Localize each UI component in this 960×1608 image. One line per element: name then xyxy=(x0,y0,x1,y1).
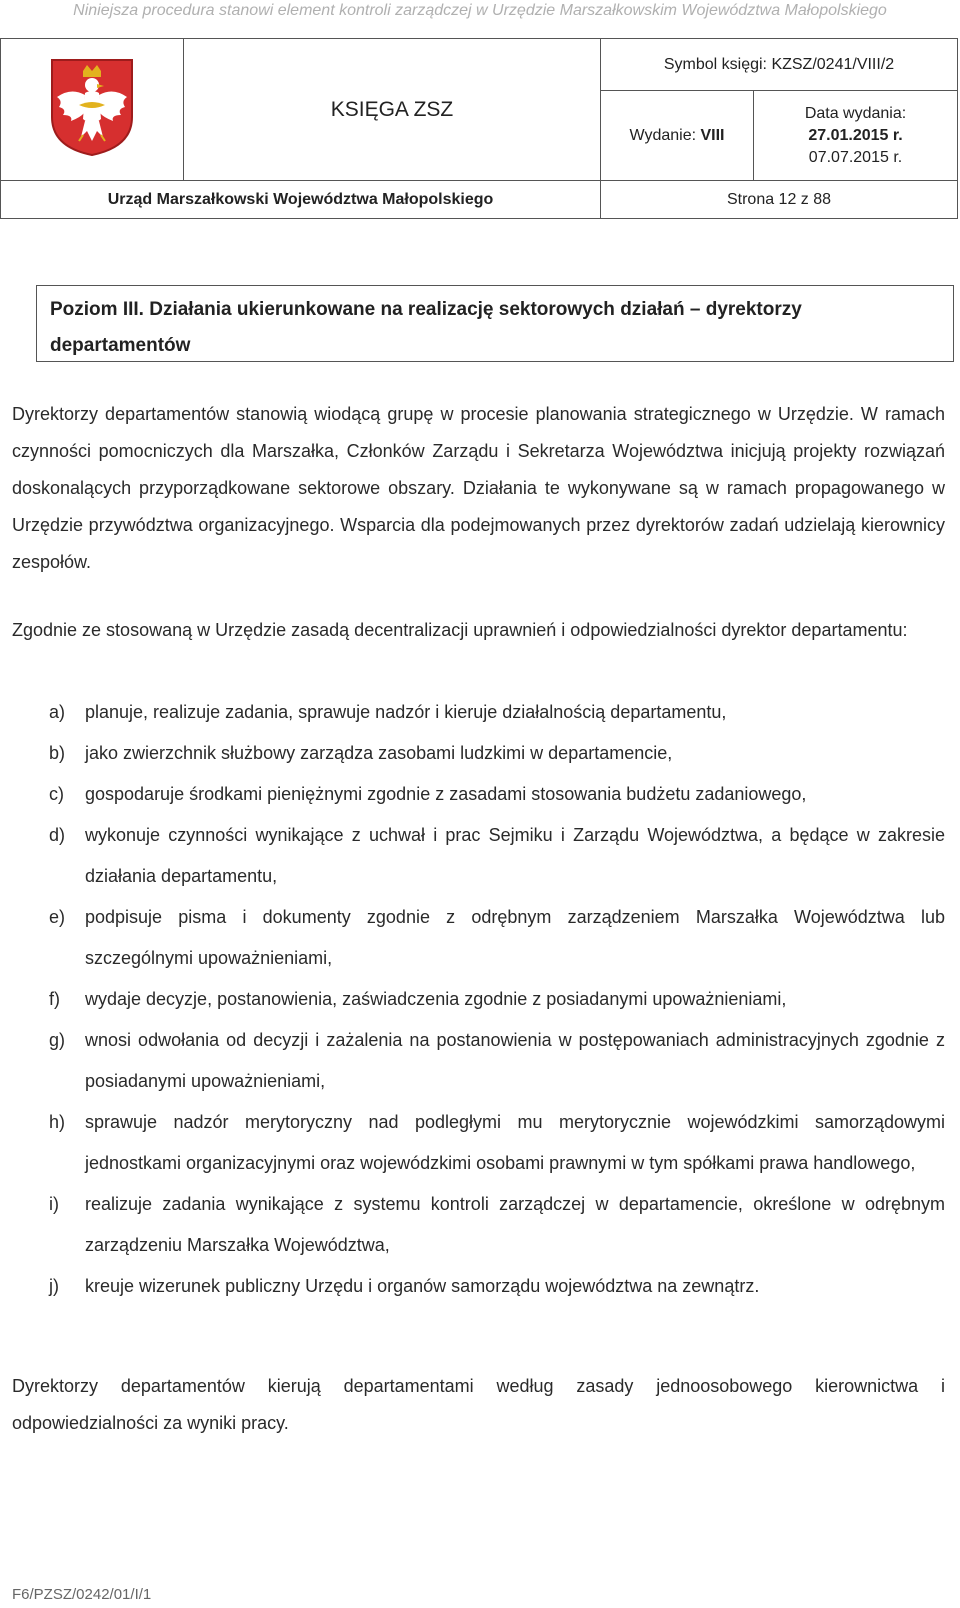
list-item xyxy=(12,692,945,733)
form-code: F6/PZSZ/0242/01/I/1 xyxy=(12,1586,152,1603)
issue-date-label: Data wydania: xyxy=(804,104,907,122)
list-marker: c) xyxy=(49,784,64,804)
list-item-text: wnosi odwołania od decyzji i zażalenia na postanowienia w postępowaniach administracyjnych zgodnie z posiadanymi upoważnieniami, xyxy=(85,1030,945,1091)
list-marker: j) xyxy=(49,1276,59,1296)
edition-label: Wydanie: xyxy=(629,126,701,144)
list-marker: b) xyxy=(49,743,66,763)
list-item-text: sprawuje nadzór merytoryczny nad podległymi mu merytorycznie wojewódzkimi samorządowymi jednostkami organizacyjnymi oraz wojewódzkimi osobami prawnymi w tym spółkami prawa handlowego, xyxy=(85,1112,945,1173)
list-item xyxy=(12,815,945,897)
list-item-text: gospodaruje środkami pieniężnymi zgodnie z zasadami stosowania budżetu zadaniowego, xyxy=(85,784,807,804)
edition-cell xyxy=(601,91,754,181)
section-heading: Poziom III. Działania ukierunkowane na realizację sektorowych działań – dyrektorzy departamentów xyxy=(36,285,954,362)
book-symbol: Symbol księgi: KZSZ/0241/VIII/2 xyxy=(601,39,958,91)
list-marker: i) xyxy=(49,1194,59,1214)
list-marker: e) xyxy=(49,907,66,927)
list-marker: h) xyxy=(49,1112,66,1132)
list-item xyxy=(12,979,945,1020)
list-item xyxy=(12,733,945,774)
duties-list xyxy=(12,692,945,1307)
list-marker: a) xyxy=(49,702,66,722)
list-item xyxy=(12,774,945,815)
office-name: Urząd Marszałkowski Województwa Małopolskiego xyxy=(1,181,601,219)
list-item xyxy=(12,1102,945,1184)
document-header xyxy=(0,38,958,219)
coat-of-arms-icon xyxy=(49,57,135,157)
list-item xyxy=(12,1184,945,1266)
coat-of-arms-cell xyxy=(1,39,184,181)
list-item-text: realizuje zadania wynikające z systemu kontroli zarządczej w departamencie, określone w odrębnym zarządzeniu Marszałka Województwa, xyxy=(85,1194,945,1255)
list-item-text: jako zwierzchnik służbowy zarządza zasobami ludzkimi w departamencie, xyxy=(85,743,673,763)
list-item-text: wykonuje czynności wynikające z uchwał i prac Sejmiku i Zarządu Województwa, a będące w zakresie działania departamentu, xyxy=(85,825,945,886)
edition-value: VIII xyxy=(700,126,725,144)
document-title: KSIĘGA ZSZ xyxy=(184,39,601,181)
issue-date-new: 07.07.2015 r. xyxy=(808,148,903,166)
list-marker: g) xyxy=(49,1030,66,1050)
list-item xyxy=(12,1266,945,1307)
list-marker: f) xyxy=(49,989,60,1009)
list-item xyxy=(12,1020,945,1102)
paragraph-decentralization: Zgodnie ze stosowaną w Urzędzie zasadą decentralizacji uprawnień i odpowiedzialności dyrektor departamentu: xyxy=(12,620,908,640)
page-number: Strona 12 z 88 xyxy=(601,181,958,219)
issue-date-cell xyxy=(754,91,958,181)
list-item-text: kreuje wizerunek publiczny Urzędu i organów samorządu województwa na zewnątrz. xyxy=(85,1276,760,1296)
top-note: Niniejsza procedura stanowi element kontroli zarządczej w Urzędzie Marszałkowskim Województwa Małopolskiego xyxy=(73,2,887,19)
paragraph-closing: Dyrektorzy departamentów kierują departamentami według zasady jednoosobowego kierownictwa i odpowiedzialności za wyniki pracy. xyxy=(12,1376,945,1433)
list-item-text: podpisuje pisma i dokumenty zgodnie z odrębnym zarządzeniem Marszałka Województwa lub szczególnymi upoważnieniami, xyxy=(85,907,945,968)
list-marker: d) xyxy=(49,825,66,845)
list-item-text: planuje, realizuje zadania, sprawuje nadzór i kieruje działalnością departamentu, xyxy=(85,702,727,722)
paragraph-intro: Dyrektorzy departamentów stanowią wiodącą grupę w procesie planowania strategicznego w Urzędzie. W ramach czynności pomocniczych dla Marszałka, Członków Zarządu i Sekretarza Województwa inicjują projekty rozwiązań doskonalących przyporządkowane sektorowe obszary. Działania te wykonywane są w ramach propagowanego w Urzędzie przywództwa organizacyjnego. Wsparcia dla podejmowanych przez dyrektorów zadań udzielają kierownicy zespołów. xyxy=(12,404,945,572)
list-item-text: wydaje decyzje, postanowienia, zaświadczenia zgodnie z posiadanymi upoważnieniami, xyxy=(85,989,787,1009)
issue-date-old: 27.01.2015 r. xyxy=(808,126,903,144)
list-item xyxy=(12,897,945,979)
